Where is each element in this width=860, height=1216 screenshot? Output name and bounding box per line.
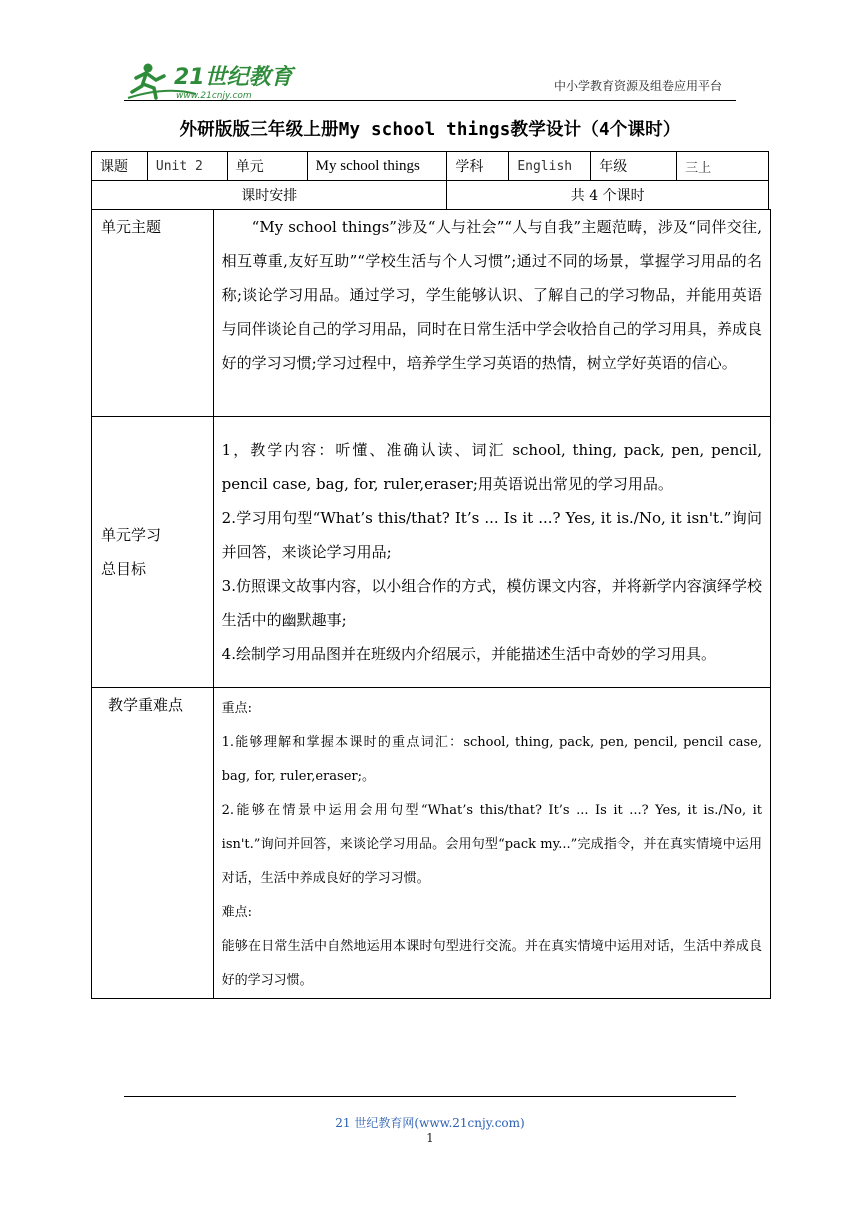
footer-divider xyxy=(124,1096,736,1097)
key-points-label: 教学重难点 xyxy=(92,688,214,999)
difficult-heading: 难点: xyxy=(221,905,253,920)
page-number: 1 xyxy=(426,1131,434,1145)
theme-row xyxy=(92,210,771,417)
svg-text:www.21cnjy.com: www.21cnjy.com xyxy=(176,91,252,101)
footer-site-link[interactable]: 21 世纪教育网(www.21cnjy.com) xyxy=(335,1116,525,1130)
grade-value: 三上 xyxy=(677,152,769,181)
goal-item: 3.仿照课文故事内容，以小组合作的方式，模仿课文内容，并将新学内容演绎学校生活中的幽默趣事; xyxy=(221,577,762,629)
goals-label: 单元学习 总目标 xyxy=(92,417,214,688)
document-title: 外研版版三年级上册My school things教学设计（4个课时） xyxy=(179,120,681,140)
svg-text:21世纪教育: 21世纪教育 xyxy=(174,65,293,90)
schedule-value: 共 4 个课时 xyxy=(447,181,769,210)
key-points-row xyxy=(92,688,771,999)
schedule-row xyxy=(92,181,769,210)
unit-value: My school things xyxy=(307,152,447,181)
unit-design-table xyxy=(91,209,771,999)
goal-item: 2.学习用句型“What’s this/that? It’s ... Is it ...? Yes, it is./No, it isn't.”询问并回答，来谈论学习用品; xyxy=(221,509,762,561)
key-item: 2.能够在情景中运用会用句型“What’s this/that? It’s ... Is it ...? Yes, it is./No, it isn't.”询问并回答，来谈论学习用品。会用句型“pack my...”完成指令，并在真实情境中运用对话，生活中养成良好的学习习惯。 xyxy=(221,803,762,886)
schedule-label: 课时安排 xyxy=(92,181,447,210)
goals-list xyxy=(213,417,770,688)
grade-label: 年级 xyxy=(591,152,677,181)
subject-label: 学科 xyxy=(447,152,509,181)
header-divider xyxy=(124,100,736,101)
goals-row xyxy=(92,417,771,688)
unit-label: 单元 xyxy=(227,152,307,181)
goal-item: 1，教学内容：听懂、准确认读、词汇 school, thing, pack, pen, pencil, pencil case, bag, for, ruler,eraser;用英语说出常见的学习用品。 xyxy=(221,441,762,493)
info-row xyxy=(92,152,769,181)
key-item: 1.能够理解和掌握本课时的重点词汇：school, thing, pack, pen, pencil, pencil case, bag, for, ruler,eraser;。 xyxy=(221,735,762,784)
theme-label: 单元主题 xyxy=(92,210,214,417)
goal-item: 4.绘制学习用品图并在班级内介绍展示，并能描述生活中奇妙的学习用具。 xyxy=(221,645,716,663)
subject-value: English xyxy=(509,152,591,181)
difficult-item: 能够在日常生活中自然地运用本课时句型进行交流。并在真实情境中运用对话，生活中养成良好的学习习惯。 xyxy=(221,939,762,988)
theme-text: “My school things”涉及“人与社会”“人与自我”主题范畴，涉及“同伴交往,相互尊重,友好互助”“学校生活与个人习惯”;通过不同的场景，掌握学习用品的名称;谈论学习用品。通过学习，学生能够认识、了解自己的学习物品，并能用英语与同伴谈论自己的学习用品，同时在日常生活中学会收拾自己的学习用具，养成良好的学习习惯;学习过程中，培养学生学习英语的热情，树立学好英语的信心。 xyxy=(213,210,770,417)
course-label: 课题 xyxy=(92,152,148,181)
course-value: Unit 2 xyxy=(147,152,227,181)
site-logo xyxy=(126,58,296,102)
info-table xyxy=(91,151,769,210)
key-points-content xyxy=(213,688,770,999)
platform-slogan: 中小学教育资源及组卷应用平台 xyxy=(553,79,722,93)
key-heading: 重点: xyxy=(221,701,253,716)
